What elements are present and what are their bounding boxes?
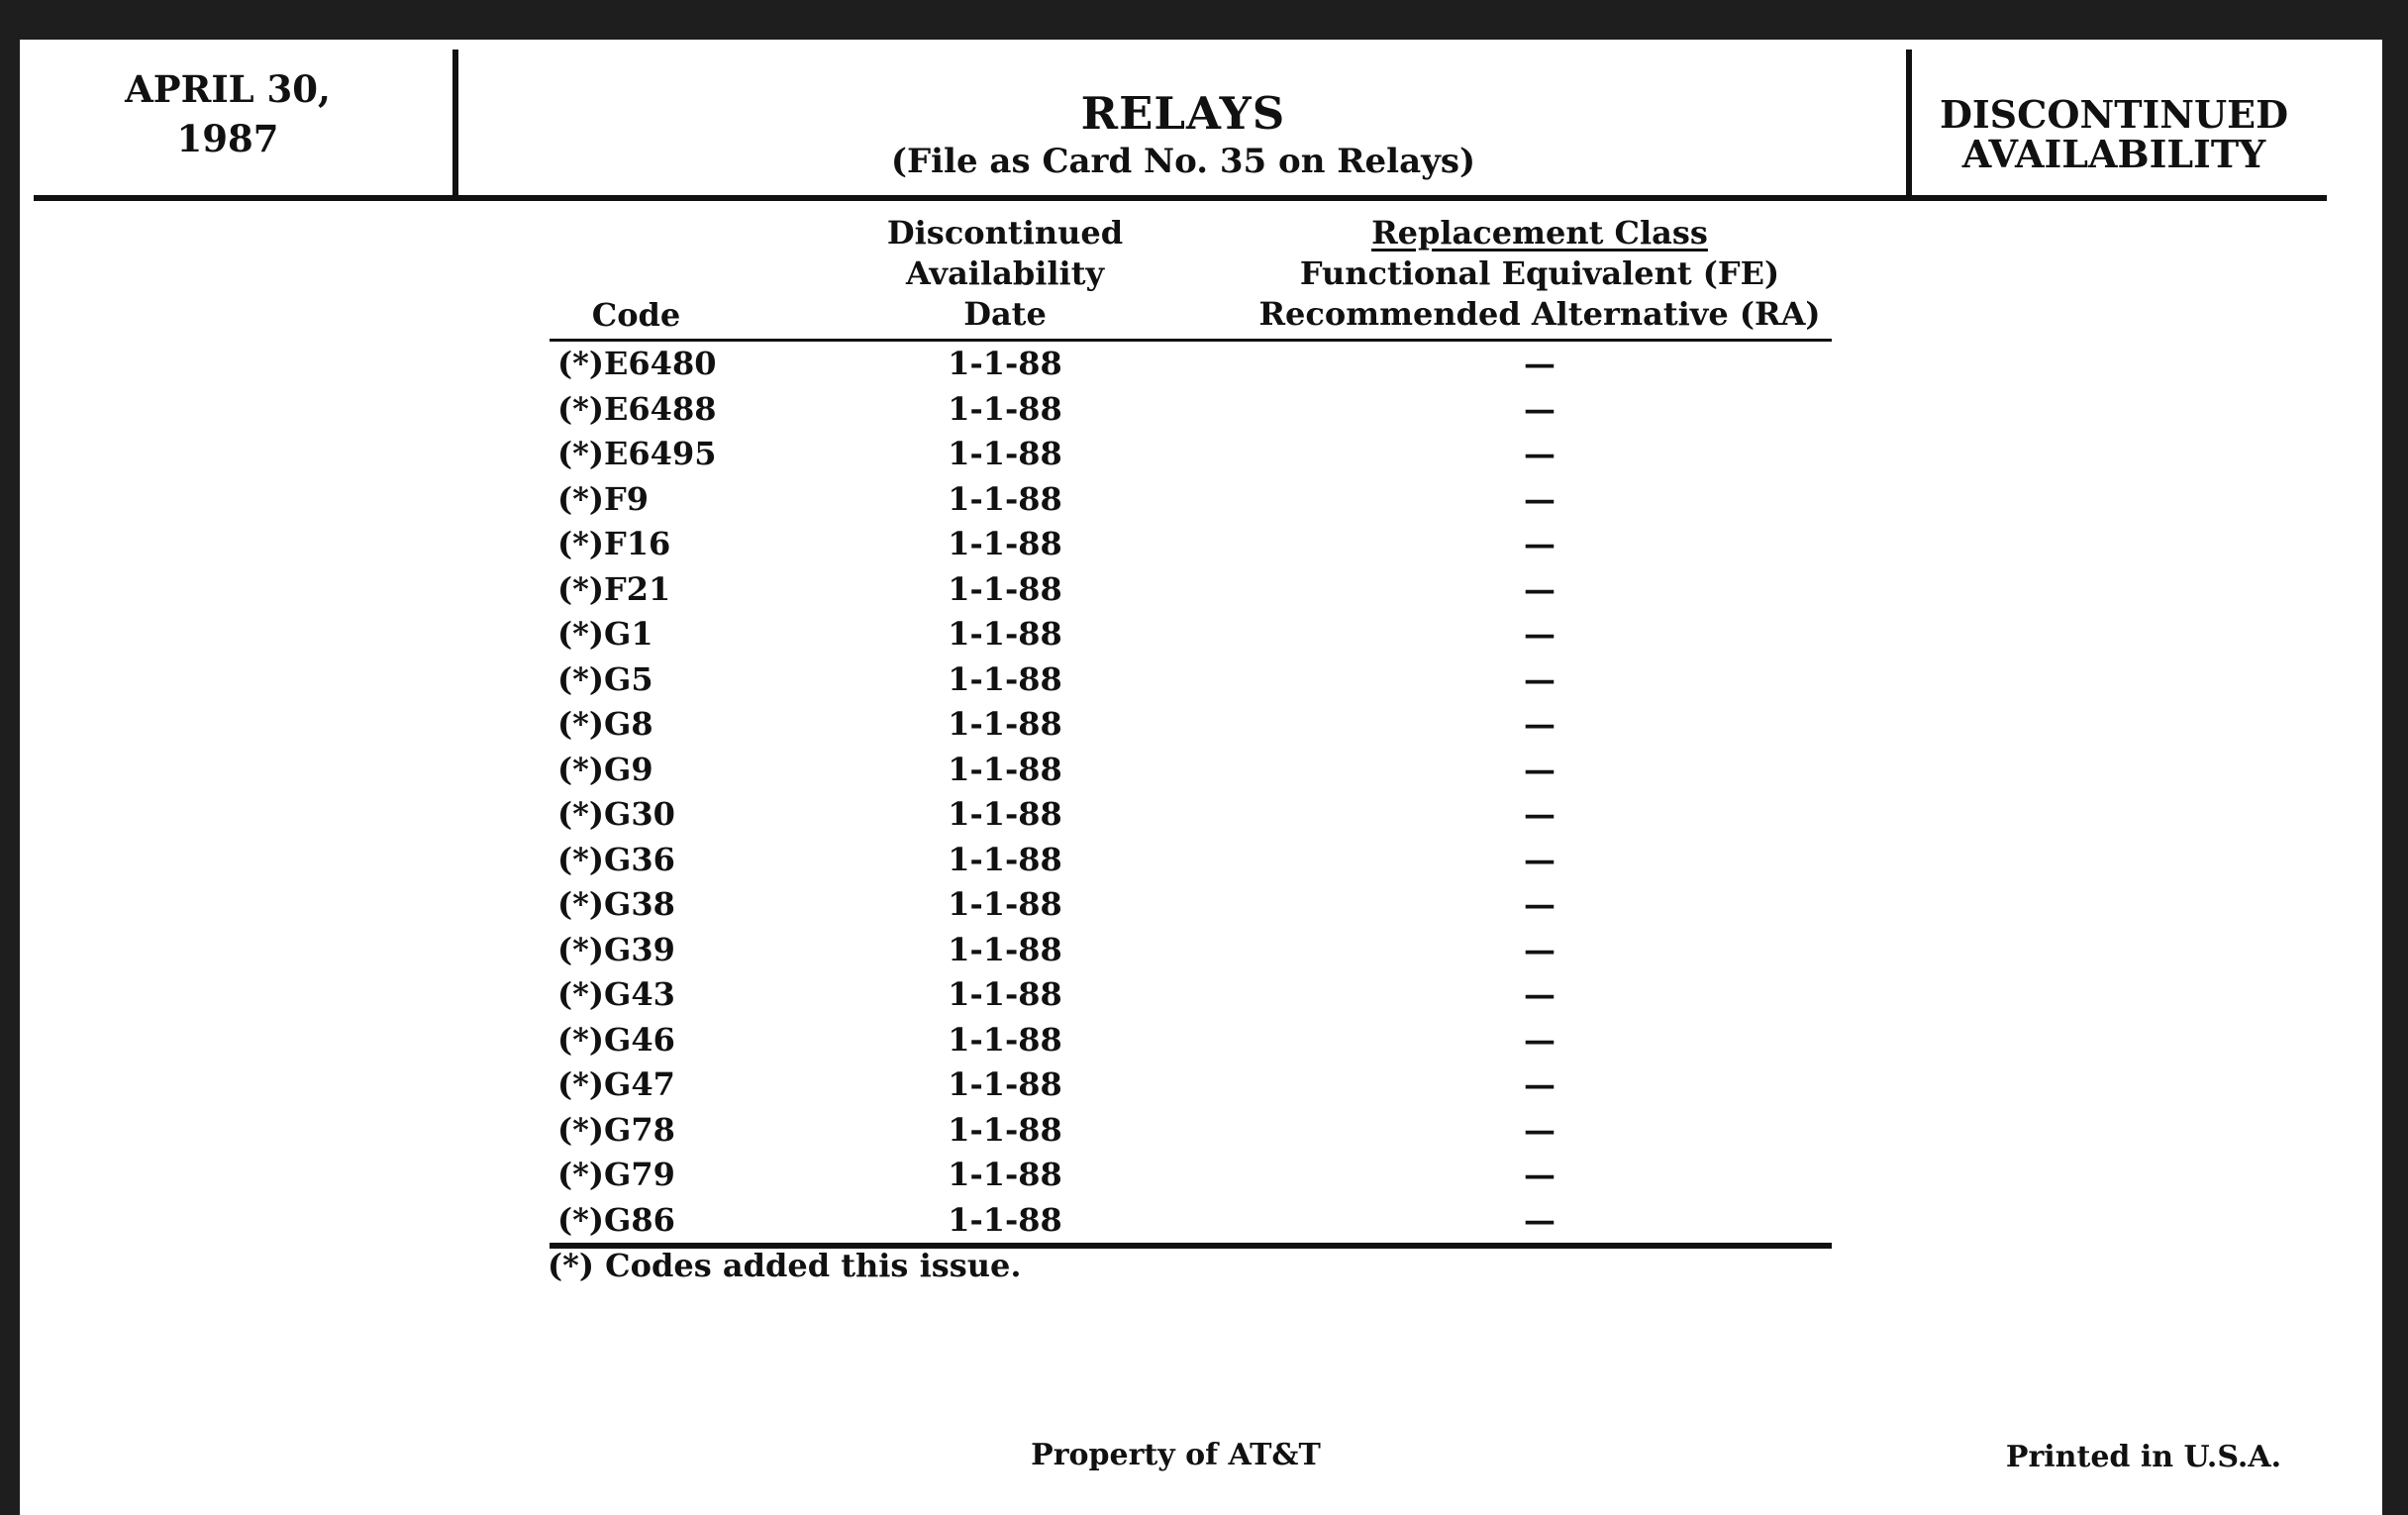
table-body	[550, 342, 1832, 1249]
row-replacement: —	[1524, 659, 1555, 698]
table-row	[550, 1018, 1832, 1063]
row-code: (*)G79	[557, 1156, 675, 1193]
row-date: 1-1-88	[948, 1020, 1062, 1059]
row-date: 1-1-88	[948, 975, 1062, 1013]
footnote: (*) Codes added this issue.	[548, 1247, 1022, 1284]
row-replacement: —	[1524, 1200, 1555, 1239]
row-replacement: —	[1524, 1020, 1555, 1059]
table-row	[550, 477, 1832, 523]
table-row	[550, 792, 1832, 838]
row-date: 1-1-88	[948, 705, 1062, 743]
row-date: 1-1-88	[948, 1156, 1062, 1193]
row-code: (*)G39	[557, 930, 675, 968]
row-date: 1-1-88	[948, 1110, 1062, 1149]
table-row	[550, 972, 1832, 1018]
table-row	[550, 432, 1832, 477]
header-code: Code	[591, 296, 681, 334]
row-date: 1-1-88	[948, 750, 1062, 788]
row-date: 1-1-88	[948, 345, 1062, 382]
row-replacement: —	[1524, 345, 1555, 382]
table-row	[550, 1153, 1832, 1198]
row-code: (*)G9	[557, 750, 653, 788]
issue-date: APRIL 30, 1987	[125, 67, 331, 160]
header-date-line-3: Date	[963, 295, 1047, 333]
row-date: 1-1-88	[948, 659, 1062, 698]
table-row	[550, 748, 1832, 793]
row-replacement: —	[1524, 435, 1555, 472]
row-date: 1-1-88	[948, 885, 1062, 923]
row-date: 1-1-88	[948, 795, 1062, 833]
row-code: (*)G8	[557, 705, 653, 743]
table-row	[550, 1108, 1832, 1154]
row-date: 1-1-88	[948, 435, 1062, 472]
table-row	[550, 882, 1832, 928]
row-date: 1-1-88	[948, 1065, 1062, 1103]
row-code: (*)E6488	[557, 389, 717, 428]
row-code: (*)G36	[557, 840, 675, 878]
row-date: 1-1-88	[948, 1200, 1062, 1239]
table-row	[550, 657, 1832, 703]
row-replacement: —	[1524, 479, 1555, 518]
row-date: 1-1-88	[948, 569, 1062, 608]
row-date: 1-1-88	[948, 389, 1062, 428]
table-header	[550, 216, 1832, 342]
scan-border-top	[0, 0, 2408, 40]
row-code: (*)G1	[557, 615, 653, 653]
header-replacement	[1248, 213, 1832, 335]
row-date: 1-1-88	[948, 840, 1062, 878]
page-title: RELAYS	[1080, 87, 1286, 140]
row-replacement: —	[1524, 840, 1555, 878]
header-center	[465, 87, 1901, 182]
footer-property: Property of AT&T	[1031, 1438, 1321, 1472]
row-replacement: —	[1524, 615, 1555, 653]
row-replacement: —	[1524, 975, 1555, 1013]
header-divider-left	[452, 50, 458, 198]
footer-printed: Printed in U.S.A.	[2005, 1440, 2282, 1474]
header-date	[847, 213, 1163, 335]
row-replacement: —	[1524, 1110, 1555, 1149]
table-row	[550, 567, 1832, 613]
row-code: (*)G47	[557, 1065, 675, 1103]
row-code: (*)F9	[557, 479, 649, 518]
table-row	[550, 387, 1832, 433]
row-date: 1-1-88	[948, 615, 1062, 653]
table-row	[550, 1198, 1832, 1244]
row-replacement: —	[1524, 569, 1555, 608]
row-code: (*)G30	[557, 795, 675, 833]
row-replacement: —	[1524, 795, 1555, 833]
row-code: (*)E6480	[557, 345, 717, 382]
header-date-line-1: Discontinued	[886, 214, 1124, 252]
row-replacement: —	[1524, 750, 1555, 788]
row-replacement: —	[1524, 705, 1555, 743]
row-replacement: —	[1524, 525, 1555, 562]
row-code: (*)G86	[557, 1200, 675, 1239]
scan-border-right	[2382, 0, 2408, 1515]
row-code: (*)E6495	[557, 435, 717, 472]
table-row	[550, 702, 1832, 748]
row-code: (*)G46	[557, 1020, 675, 1059]
row-code: (*)F16	[557, 525, 671, 562]
row-replacement: —	[1524, 1156, 1555, 1193]
table-row	[550, 342, 1832, 387]
row-code: (*)G78	[557, 1110, 675, 1149]
table-row	[550, 1062, 1832, 1108]
status-line-1: DISCONTINUED	[1939, 92, 2289, 137]
table-row	[550, 928, 1832, 973]
scan-border-left	[0, 0, 20, 1515]
table-row	[550, 612, 1832, 657]
row-code: (*)G5	[557, 659, 653, 698]
row-code: (*)F21	[557, 569, 671, 608]
relay-table	[550, 216, 1832, 1249]
row-replacement: —	[1524, 1065, 1555, 1103]
header-date-line-2: Availability	[905, 254, 1105, 292]
status-heading	[1916, 92, 2312, 176]
row-date: 1-1-88	[948, 525, 1062, 562]
row-code: (*)G38	[557, 885, 675, 923]
row-replacement: —	[1524, 885, 1555, 923]
page-subtitle: (File as Card No. 35 on Relays)	[890, 142, 1476, 181]
header-rule	[34, 195, 2327, 201]
header-replacement-line-3: Recommended Alternative (RA)	[1258, 295, 1821, 333]
table-row	[550, 838, 1832, 883]
header-replacement-line-1: Replacement Class	[1371, 214, 1708, 252]
row-date: 1-1-88	[948, 930, 1062, 968]
row-date: 1-1-88	[948, 479, 1062, 518]
header-replacement-line-2: Functional Equivalent (FE)	[1299, 254, 1780, 292]
row-replacement: —	[1524, 389, 1555, 428]
table-row	[550, 522, 1832, 567]
row-replacement: —	[1524, 930, 1555, 968]
header-divider-right	[1906, 50, 1912, 198]
row-code: (*)G43	[557, 975, 675, 1013]
status-line-2: AVAILABILITY	[1961, 132, 2266, 176]
